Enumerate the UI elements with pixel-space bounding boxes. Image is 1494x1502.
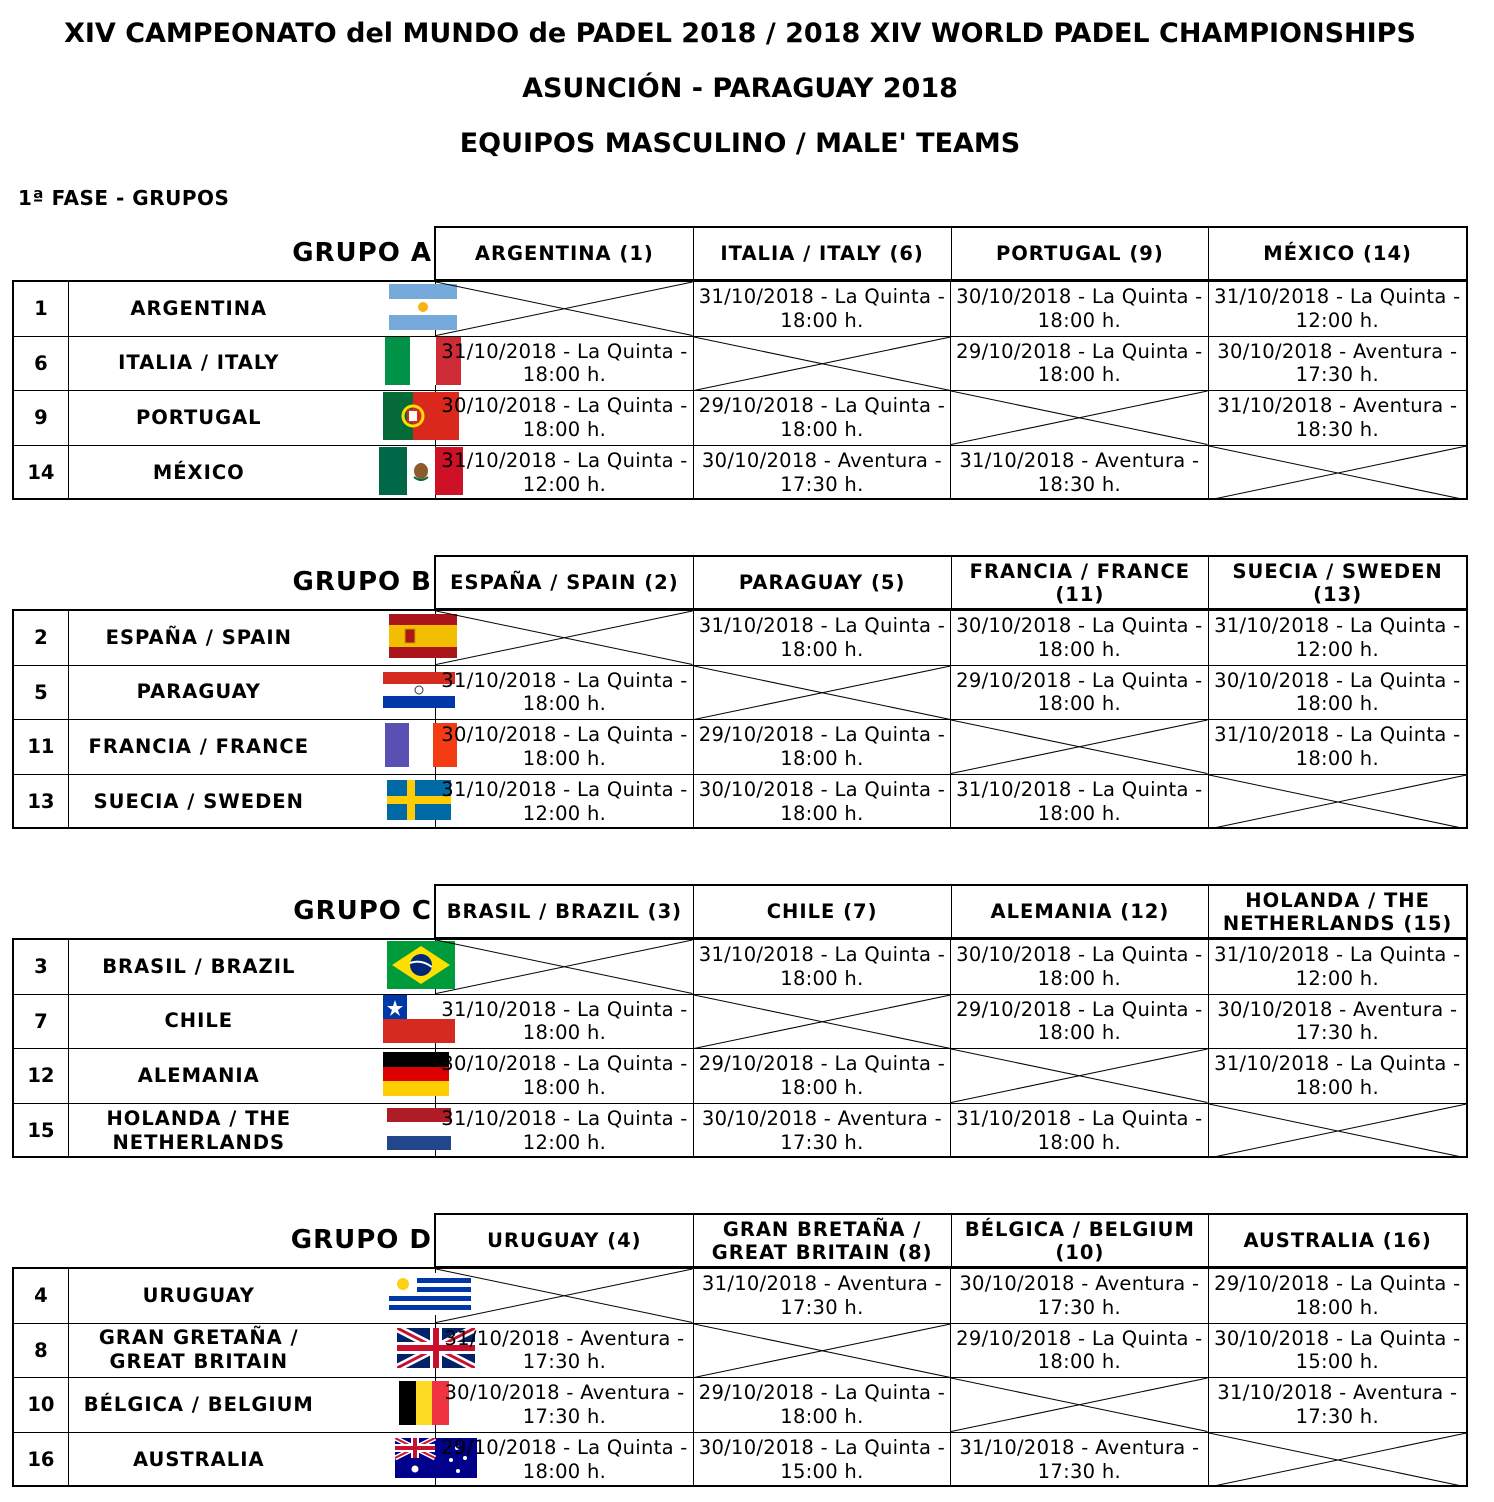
- team-cell: [69, 282, 436, 336]
- team-seed: 16: [14, 1433, 69, 1487]
- column-header: SUECIA / SWEDEN (13): [1232, 559, 1443, 606]
- team-row: [14, 391, 1466, 446]
- team-cell: [69, 391, 436, 445]
- group-name: GRUPO B: [292, 567, 432, 597]
- group-name: GRUPO A: [292, 238, 432, 268]
- match-schedule: 31/10/2018 - Aventura - 18:30 h.: [951, 446, 1208, 500]
- column-header: ESPAÑA / SPAIN (2): [436, 557, 694, 608]
- crossed-out-cell: [1209, 1104, 1466, 1158]
- match-schedule: 30/10/2018 - La Quinta - 18:00 h.: [694, 775, 951, 829]
- team-seed: 10: [14, 1378, 69, 1432]
- match-schedule: 30/10/2018 - La Quinta - 18:00 h.: [1214, 668, 1461, 716]
- group-table: [12, 555, 1468, 831]
- team-row: [14, 940, 1466, 995]
- match-schedule: 30/10/2018 - La Quinta - 18:00 h.: [436, 720, 693, 774]
- crossed-out-cell: [694, 337, 951, 391]
- group-name: GRUPO D: [290, 1225, 432, 1255]
- team-name: PORTUGAL: [135, 405, 262, 429]
- team-row: [14, 282, 1466, 337]
- team-row: [14, 1433, 1466, 1487]
- match-schedule: 31/10/2018 - La Quinta - 18:00 h.: [951, 775, 1208, 829]
- column-header: PARAGUAY (5): [694, 557, 952, 608]
- team-seed: 14: [14, 446, 69, 500]
- team-seed: 8: [14, 1324, 69, 1378]
- team-seed: 11: [14, 720, 69, 774]
- team-cell: [69, 940, 436, 994]
- column-header: AUSTRALIA (16): [1243, 1229, 1432, 1252]
- team-row: [14, 337, 1466, 392]
- match-schedule: 29/10/2018 - La Quinta - 18:00 h.: [951, 1324, 1208, 1378]
- team-seed: 12: [14, 1049, 69, 1103]
- team-cell: [69, 1049, 436, 1103]
- group-body: [12, 938, 1468, 1158]
- crossed-out-cell: [1209, 446, 1466, 500]
- match-schedule: 30/10/2018 - Aventura - 17:30 h.: [1217, 997, 1458, 1045]
- team-seed: 4: [14, 1269, 69, 1323]
- team-seed: 15: [14, 1104, 69, 1158]
- team-name: HOLANDA / THE NETHERLANDS: [106, 1106, 292, 1154]
- team-cell: [69, 720, 436, 774]
- team-row: [14, 1378, 1466, 1433]
- team-name: URUGUAY: [142, 1283, 255, 1307]
- match-schedule: 29/10/2018 - La Quinta - 18:00 h.: [694, 1378, 951, 1432]
- match-schedule: 31/10/2018 - La Quinta - 18:00 h.: [436, 337, 693, 391]
- team-cell: [69, 1378, 436, 1432]
- match-schedule: 30/10/2018 - La Quinta - 18:00 h.: [951, 611, 1208, 665]
- team-name: ESPAÑA / SPAIN: [105, 625, 292, 649]
- team-name: CHILE: [164, 1009, 234, 1033]
- match-schedule: 31/10/2018 - Aventura - 18:30 h.: [1217, 394, 1458, 441]
- match-schedule: 30/10/2018 - Aventura - 17:30 h.: [694, 1104, 951, 1158]
- crossed-out-cell: [436, 1269, 693, 1323]
- crossed-out-cell: [436, 282, 693, 336]
- group-header-row: [434, 1213, 1468, 1268]
- document-title: XIV CAMPEONATO del MUNDO de PADEL 2018 / 2018 XIV WORLD PADEL CHAMPIONSHIPS: [64, 18, 1416, 49]
- team-name: ITALIA / ITALY: [118, 351, 280, 375]
- group-header-row: [434, 555, 1468, 610]
- team-seed: 3: [14, 940, 69, 994]
- column-header: ITALIA / ITALY (6): [694, 228, 952, 279]
- match-schedule: 29/10/2018 - La Quinta - 18:00 h.: [1214, 1272, 1461, 1319]
- team-row: [14, 720, 1466, 775]
- team-name: GRAN GRETAÑA / GREAT BRITAIN: [98, 1326, 299, 1374]
- team-name: FRANCIA / FRANCE: [88, 734, 310, 758]
- match-schedule: 29/10/2018 - La Quinta - 18:00 h.: [436, 1433, 693, 1487]
- match-schedule: 31/10/2018 - La Quinta - 18:00 h.: [694, 611, 951, 665]
- match-schedule: 31/10/2018 - La Quinta - 18:00 h.: [436, 666, 693, 720]
- match-schedule: 31/10/2018 - Aventura - 17:30 h.: [951, 1433, 1208, 1487]
- team-row: [14, 775, 1466, 829]
- match-schedule: 30/10/2018 - Aventura - 17:30 h.: [951, 1269, 1208, 1323]
- match-schedule: 31/10/2018 - La Quinta - 18:00 h.: [1214, 723, 1461, 770]
- phase-heading: 1ª FASE - GRUPOS: [18, 186, 230, 210]
- team-row: [14, 666, 1466, 721]
- team-name: PARAGUAY: [136, 680, 261, 704]
- crossed-out-cell: [436, 940, 693, 994]
- group-body: [12, 1267, 1468, 1487]
- match-schedule: 30/10/2018 - La Quinta - 18:00 h.: [951, 282, 1208, 336]
- match-schedule: 31/10/2018 - La Quinta - 18:00 h.: [436, 995, 693, 1049]
- team-cell: [69, 337, 436, 391]
- team-seed: 9: [14, 391, 69, 445]
- team-seed: 1: [14, 282, 69, 336]
- match-schedule: 31/10/2018 - La Quinta - 12:00 h.: [1214, 285, 1461, 332]
- match-schedule: 30/10/2018 - Aventura - 17:30 h.: [694, 446, 951, 500]
- team-name: MÉXICO: [152, 460, 245, 484]
- team-cell: [69, 611, 436, 665]
- document-subtitle-location: ASUNCIÓN - PARAGUAY 2018: [522, 73, 958, 104]
- team-row: [14, 1104, 1466, 1158]
- team-row: [14, 446, 1466, 500]
- match-schedule: 30/10/2018 - La Quinta - 18:00 h.: [951, 940, 1208, 994]
- team-name: AUSTRALIA: [133, 1447, 265, 1471]
- column-header: GRAN BRETAÑA / GREAT BRITAIN (8): [694, 1215, 952, 1266]
- crossed-out-cell: [951, 391, 1208, 445]
- team-cell: [69, 1269, 436, 1323]
- team-name: BRASIL / BRAZIL: [102, 954, 296, 978]
- crossed-out-cell: [951, 1049, 1208, 1103]
- team-row: [14, 1049, 1466, 1104]
- team-seed: 6: [14, 337, 69, 391]
- team-cell: [69, 995, 436, 1049]
- match-schedule: 29/10/2018 - La Quinta - 18:00 h.: [694, 1049, 951, 1103]
- crossed-out-cell: [694, 1324, 951, 1378]
- group-table: [12, 1213, 1468, 1489]
- team-row: [14, 611, 1466, 666]
- match-schedule: 30/10/2018 - La Quinta - 15:00 h.: [1214, 1326, 1461, 1374]
- match-schedule: 31/10/2018 - La Quinta - 12:00 h.: [436, 775, 693, 829]
- match-schedule: 30/10/2018 - La Quinta - 18:00 h.: [436, 1049, 693, 1103]
- team-cell: [69, 775, 436, 829]
- match-schedule: 31/10/2018 - Aventura - 17:30 h.: [436, 1324, 693, 1378]
- group-name: GRUPO C: [293, 896, 432, 926]
- team-cell: [69, 1104, 436, 1158]
- team-seed: 2: [14, 611, 69, 665]
- team-name: ARGENTINA: [130, 296, 268, 320]
- crossed-out-cell: [951, 1378, 1208, 1432]
- crossed-out-cell: [436, 611, 693, 665]
- match-schedule: 30/10/2018 - La Quinta - 15:00 h.: [694, 1433, 951, 1487]
- document-subtitle-category: EQUIPOS MASCULINO / MALE' TEAMS: [459, 128, 1021, 159]
- match-schedule: 29/10/2018 - La Quinta - 18:00 h.: [951, 995, 1208, 1049]
- group-body: [12, 609, 1468, 829]
- team-row: [14, 995, 1466, 1050]
- crossed-out-cell: [694, 995, 951, 1049]
- team-cell: [69, 1433, 436, 1487]
- team-cell: [69, 1324, 436, 1378]
- match-schedule: 30/10/2018 - Aventura - 17:30 h.: [1217, 339, 1458, 387]
- column-header: PORTUGAL (9): [952, 228, 1210, 279]
- crossed-out-cell: [1209, 1433, 1466, 1487]
- team-name: ALEMANIA: [137, 1063, 260, 1087]
- match-schedule: 29/10/2018 - La Quinta - 18:00 h.: [951, 666, 1208, 720]
- match-schedule: 30/10/2018 - Aventura - 17:30 h.: [436, 1378, 693, 1432]
- match-schedule: 31/10/2018 - La Quinta - 18:00 h.: [1214, 1052, 1461, 1099]
- column-header: ALEMANIA (12): [952, 886, 1210, 937]
- column-header: FRANCIA / FRANCE (11): [952, 557, 1210, 608]
- column-header: URUGUAY (4): [436, 1215, 694, 1266]
- column-header: BRASIL / BRAZIL (3): [436, 886, 694, 937]
- team-row: [14, 1269, 1466, 1324]
- group-header-row: [434, 884, 1468, 939]
- match-schedule: 31/10/2018 - La Quinta - 12:00 h.: [1214, 943, 1461, 990]
- match-schedule: 31/10/2018 - La Quinta - 12:00 h.: [1214, 614, 1461, 661]
- match-schedule: 31/10/2018 - La Quinta - 18:00 h.: [694, 282, 951, 336]
- crossed-out-cell: [1209, 775, 1466, 829]
- match-schedule: 31/10/2018 - Aventura - 17:30 h.: [694, 1269, 951, 1323]
- match-schedule: 31/10/2018 - La Quinta - 18:00 h.: [694, 940, 951, 994]
- match-schedule: 31/10/2018 - La Quinta - 18:00 h.: [951, 1104, 1208, 1158]
- match-schedule: 31/10/2018 - La Quinta - 12:00 h.: [436, 446, 693, 500]
- column-header: BÉLGICA / BELGIUM (10): [952, 1215, 1210, 1266]
- match-schedule: 29/10/2018 - La Quinta - 18:00 h.: [694, 720, 951, 774]
- team-seed: 7: [14, 995, 69, 1049]
- group-table: [12, 884, 1468, 1160]
- team-name: SUECIA / SWEDEN: [93, 789, 304, 813]
- team-cell: [69, 446, 436, 500]
- team-seed: 5: [14, 666, 69, 720]
- match-schedule: 31/10/2018 - Aventura - 17:30 h.: [1217, 1381, 1458, 1428]
- group-body: [12, 280, 1468, 500]
- team-name: BÉLGICA / BELGIUM: [83, 1392, 314, 1416]
- team-seed: 13: [14, 775, 69, 829]
- team-row: [14, 1324, 1466, 1379]
- crossed-out-cell: [694, 666, 951, 720]
- column-header: CHILE (7): [694, 886, 952, 937]
- match-schedule: 31/10/2018 - La Quinta - 12:00 h.: [436, 1104, 693, 1158]
- group-table: [12, 226, 1468, 502]
- match-schedule: 29/10/2018 - La Quinta - 18:00 h.: [951, 337, 1208, 391]
- column-header: MÉXICO (14): [1263, 242, 1412, 265]
- crossed-out-cell: [951, 720, 1208, 774]
- column-header: HOLANDA / THE NETHERLANDS (15): [1222, 888, 1453, 935]
- match-schedule: 30/10/2018 - La Quinta - 18:00 h.: [436, 391, 693, 445]
- column-header: ARGENTINA (1): [436, 228, 694, 279]
- team-cell: [69, 666, 436, 720]
- group-header-row: [434, 226, 1468, 281]
- match-schedule: 29/10/2018 - La Quinta - 18:00 h.: [694, 391, 951, 445]
